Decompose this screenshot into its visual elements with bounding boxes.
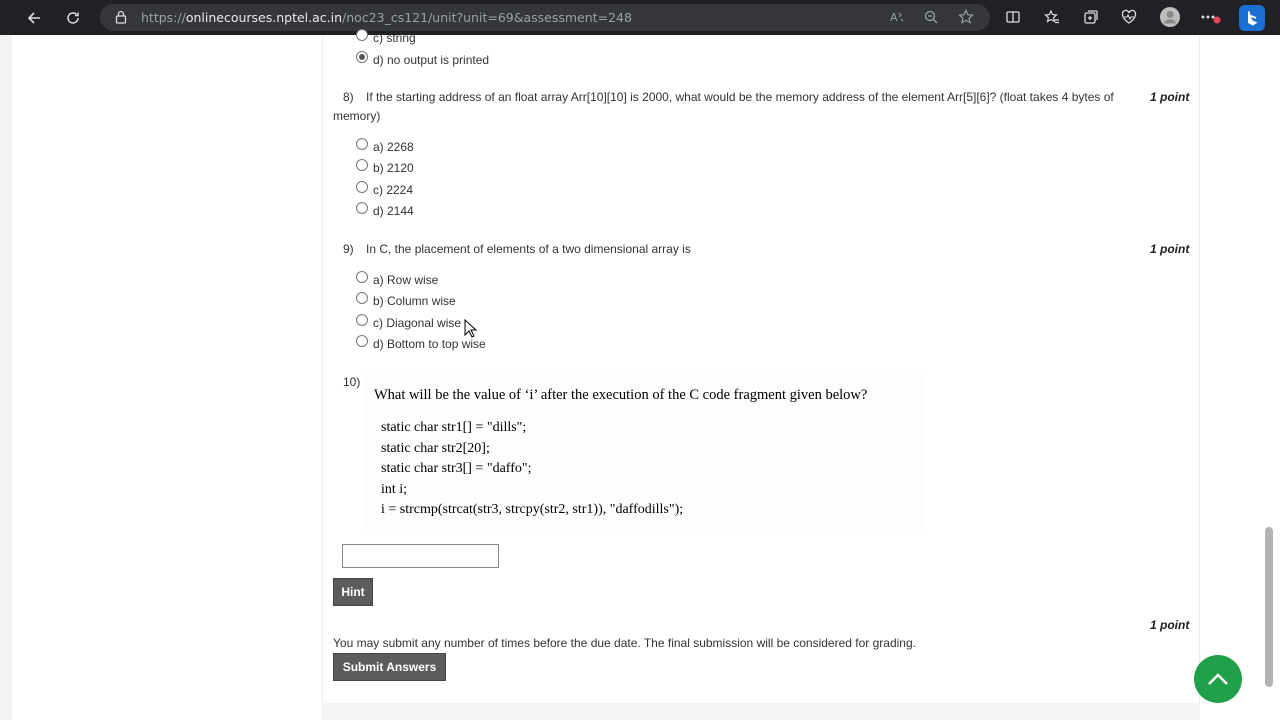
q8-option-d-radio[interactable] xyxy=(356,202,368,214)
q8-points: 1 point xyxy=(1150,90,1190,104)
profile-icon[interactable] xyxy=(1158,5,1182,29)
q8-option-a-label: a) 2268 xyxy=(373,140,414,154)
split-screen-icon[interactable] xyxy=(1002,6,1024,28)
browser-toolbar xyxy=(0,0,1280,35)
q9-number: 9) xyxy=(343,242,354,256)
q8-option-d[interactable] xyxy=(356,204,414,218)
q9-points: 1 point xyxy=(1150,242,1190,256)
q8-option-c-label: c) 2224 xyxy=(373,183,414,197)
submission-note: You may submit any number of times before the due date. The final submission will be considered for grading. xyxy=(333,636,916,650)
q10-answer-input[interactable] xyxy=(342,544,499,568)
back-icon[interactable] xyxy=(21,5,47,31)
q9-option-d[interactable] xyxy=(356,337,486,351)
q9-option-a[interactable] xyxy=(356,273,438,287)
q9-option-b[interactable] xyxy=(356,294,456,308)
q10-question-image xyxy=(365,374,923,534)
q9-option-d-label: d) Bottom to top wise xyxy=(373,337,486,351)
read-aloud-icon[interactable] xyxy=(886,6,908,28)
favorite-star-icon[interactable] xyxy=(955,6,977,28)
q8-option-b[interactable] xyxy=(356,161,414,175)
lock-icon[interactable] xyxy=(115,10,127,29)
q9-text: In C, the placement of elements of a two dimensional array is xyxy=(366,242,691,256)
url-path: /noc23_cs121/unit?unit=69&assessment=248 xyxy=(342,10,632,25)
q9-option-a-label: a) Row wise xyxy=(373,273,439,287)
refresh-icon[interactable] xyxy=(60,5,86,31)
q7-option-c-radio[interactable] xyxy=(356,29,368,41)
address-bar[interactable] xyxy=(100,4,990,31)
q9-option-c-label: c) Diagonal wise xyxy=(373,316,462,330)
q8-option-a-radio[interactable] xyxy=(356,138,368,150)
q8-text-line2: memory) xyxy=(333,109,381,123)
q9-option-b-radio[interactable] xyxy=(356,292,368,304)
url-text xyxy=(141,10,632,25)
url-prefix: https:// xyxy=(141,10,186,25)
browser-essentials-icon[interactable] xyxy=(1118,6,1140,28)
q10-points: 1 point xyxy=(1150,618,1190,632)
scroll-to-top-button[interactable] xyxy=(1194,655,1242,703)
submit-answers-button[interactable]: Submit Answers xyxy=(333,653,446,681)
q10-code-line-3: static char str3[] = "daffo"; xyxy=(381,461,532,476)
favorites-icon[interactable] xyxy=(1041,6,1063,28)
q9-option-a-radio[interactable] xyxy=(356,271,368,283)
svg-text:A: A xyxy=(890,11,898,24)
q10-code-line-5: i = strcmp(strcat(str3, strcpy(str2, str1)), "daffodills"); xyxy=(381,502,684,517)
q8-option-a[interactable] xyxy=(356,140,414,154)
hint-button[interactable]: Hint xyxy=(333,578,373,606)
q10-code-line-4: int i; xyxy=(381,482,408,497)
q7-option-d-radio[interactable] xyxy=(356,51,368,63)
bing-copilot-icon[interactable] xyxy=(1239,5,1265,31)
q9-option-c[interactable] xyxy=(356,316,461,330)
q8-text-line1: If the starting address of an float array Arr[10][10] is 2000, what would be the memory address of the element Arr[5][6]? (float takes 4 bytes of xyxy=(366,90,1114,104)
q9-option-d-radio[interactable] xyxy=(356,335,368,347)
q7-option-d[interactable] xyxy=(356,53,489,67)
content-bottom-bar xyxy=(322,703,1200,720)
q8-option-b-label: b) 2120 xyxy=(373,161,414,175)
q7-option-d-label: d) no output is printed xyxy=(373,53,490,67)
q9-option-b-label: b) Column wise xyxy=(373,294,456,308)
more-icon[interactable] xyxy=(1200,6,1222,28)
scrollbar-thumb[interactable] xyxy=(1265,527,1273,687)
q9-option-c-radio[interactable] xyxy=(356,314,368,326)
q8-option-d-label: d) 2144 xyxy=(373,204,414,218)
mouse-cursor-icon xyxy=(464,319,478,339)
q8-option-c[interactable] xyxy=(356,183,413,197)
q10-question-text: What will be the value of ‘i’ after the execution of the C code fragment given below? xyxy=(374,387,868,403)
collections-icon[interactable] xyxy=(1080,6,1102,28)
q7-option-c[interactable] xyxy=(356,31,416,45)
q10-code-line-2: static char str2[20]; xyxy=(381,441,490,456)
q10-code-line-1: static char str1[] = "dills"; xyxy=(381,420,527,435)
zoom-icon[interactable] xyxy=(920,6,942,28)
q7-option-c-label: c) string xyxy=(373,31,416,45)
chevron-up-icon xyxy=(1207,672,1229,686)
assessment-content xyxy=(322,35,1200,703)
q10-number: 10) xyxy=(343,375,361,389)
q8-option-c-radio[interactable] xyxy=(356,181,368,193)
q8-option-b-radio[interactable] xyxy=(356,159,368,171)
url-domain: onlinecourses.nptel.ac.in xyxy=(185,10,343,25)
left-sidebar xyxy=(12,35,322,720)
q8-number: 8) xyxy=(343,90,354,104)
